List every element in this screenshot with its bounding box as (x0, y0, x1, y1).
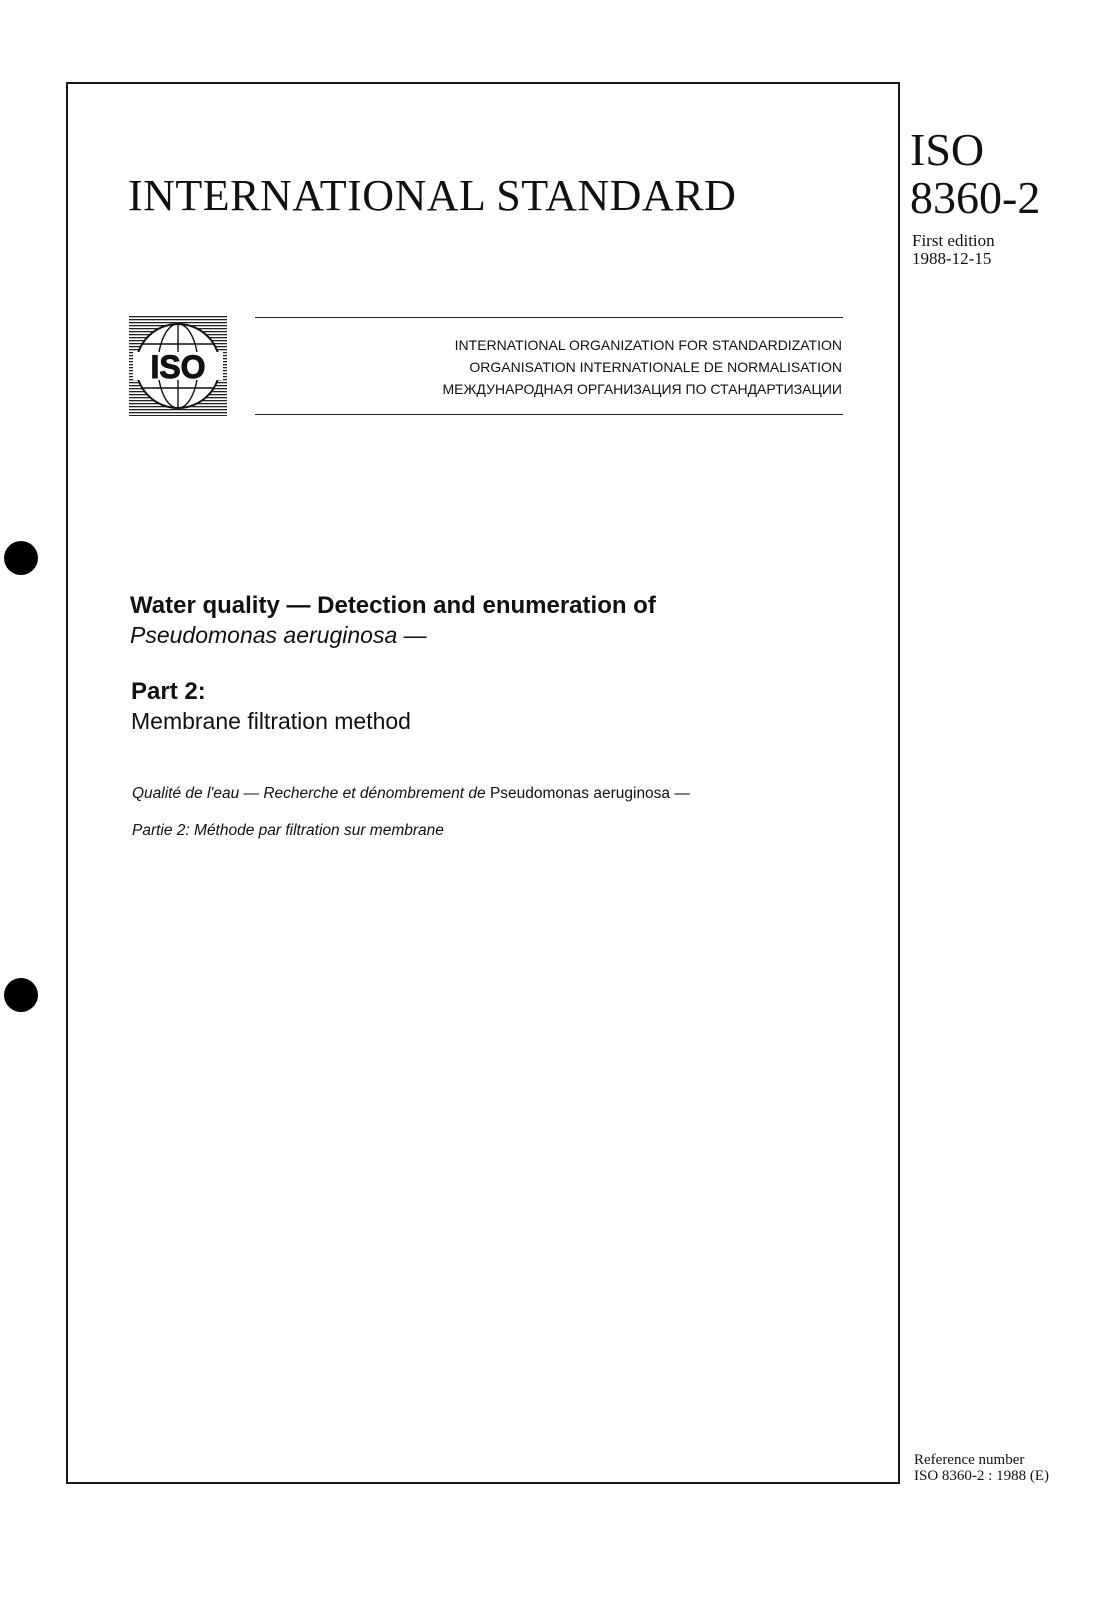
french-title (132, 784, 690, 804)
french-title-prefix: Qualité de l'eau — Recherche et dénombrement de (132, 785, 486, 802)
part-label: Part 2: (131, 678, 206, 705)
edition-info (912, 232, 995, 268)
reference-number (914, 1452, 1049, 1484)
punch-hole-bottom (4, 978, 38, 1012)
title-line-1: Water quality — Detection and enumeration of (130, 592, 656, 619)
main-title: INTERNATIONAL STANDARD (128, 171, 737, 220)
french-title-species: Pseudomonas aeruginosa — (489, 785, 690, 802)
punch-hole-top (4, 541, 38, 575)
edition-label: First edition (912, 231, 995, 250)
logo-text: ISO (150, 349, 206, 385)
page-border-frame (66, 82, 900, 1484)
document-id (910, 126, 1040, 222)
part-title (131, 677, 411, 735)
organization-names (300, 334, 842, 400)
standard-title (130, 591, 770, 650)
edition-date: 1988-12-15 (912, 249, 992, 268)
doc-prefix: ISO (910, 124, 985, 175)
reference-label: Reference number (914, 1452, 1025, 1468)
title-line-2: Pseudomonas aeruginosa — (130, 622, 427, 648)
org-rule-bottom (255, 414, 843, 415)
french-part-title: Partie 2: Méthode par filtration sur membrane (132, 822, 444, 839)
reference-value: ISO 8360-2 : 1988 (E) (914, 1468, 1049, 1484)
org-name-fr: ORGANISATION INTERNATIONALE DE NORMALISATION (469, 359, 842, 375)
iso-logo (129, 316, 227, 416)
org-rule-top (255, 317, 843, 318)
org-name-ru: МЕЖДУНАРОДНАЯ ОРГАНИЗАЦИЯ ПО СТАНДАРТИЗАЦИИ (442, 381, 842, 397)
org-name-en: INTERNATIONAL ORGANIZATION FOR STANDARDIZATION (454, 337, 842, 353)
part-name: Membrane filtration method (131, 708, 411, 734)
doc-number: 8360-2 (910, 172, 1041, 223)
